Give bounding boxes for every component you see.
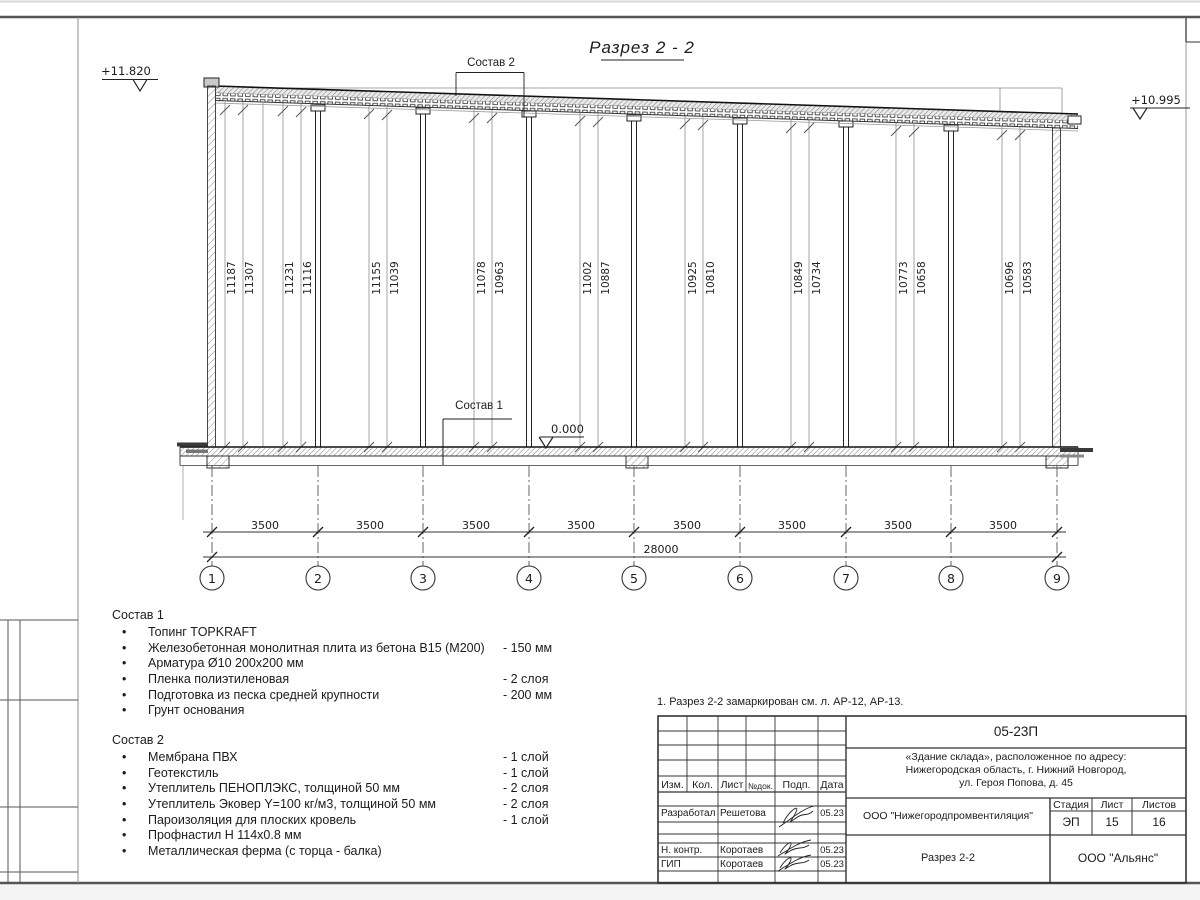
bay-dimension-label: 3500 [778, 519, 806, 532]
titleblock-col-kol: Кол. [692, 779, 713, 791]
elevation-left-label: +11.820 [101, 64, 151, 78]
column-height-label: 11231 [284, 261, 296, 295]
axis-extension-lines [212, 466, 1057, 566]
list-item [112, 641, 687, 657]
column-height-label: 10925 [687, 261, 699, 295]
building-section [177, 78, 1093, 520]
signature-korotaev-1 [778, 840, 811, 856]
bullet: • [122, 640, 127, 655]
bullet: • [122, 844, 127, 859]
titleblock-col-izm: Изм. [661, 779, 684, 791]
signatures [778, 806, 814, 871]
titleblock-name: Коротаев [720, 845, 764, 856]
list-item [112, 750, 687, 766]
bay-dimension-label: 3500 [356, 519, 384, 532]
axis-bubble-label: 6 [736, 571, 744, 586]
list-item-text: Геотекстиль [148, 765, 219, 780]
column-height-label: 10887 [600, 261, 612, 295]
titleblock-col-podp: Подп. [782, 779, 811, 791]
column-height-label: 10773 [898, 261, 910, 295]
titleblock-date: 05.23 [820, 859, 844, 870]
column-height-label: 10963 [494, 261, 506, 295]
sostav1-callout-label: Состав 1 [455, 400, 503, 412]
titleblock-name: Решетова [720, 808, 766, 819]
list-item-text: Металлическая ферма (с торца - балка) [148, 844, 382, 859]
sheet-note: 1. Разрез 2-2 замаркирован см. л. АР-12, АР-13. [657, 696, 904, 708]
roof-edge-cap [1068, 116, 1081, 124]
column-height-label: 11187 [226, 261, 238, 295]
document-number: 05-23П [993, 724, 1039, 739]
foundation-pad [626, 456, 648, 468]
list-item-text: Пароизоляция для плоских кровель [148, 812, 357, 827]
list-item-value: - 1 слой [503, 750, 549, 764]
list-item [112, 625, 687, 641]
list-item [112, 672, 687, 688]
list-item [112, 656, 687, 672]
axis-bubble-label: 9 [1053, 571, 1061, 586]
stage-value: ЭП [1062, 815, 1080, 829]
sheets-value: 16 [1152, 815, 1166, 829]
right-wall [1053, 128, 1061, 447]
column-height-label: 11039 [389, 261, 401, 295]
list-item-text: Пленка полиэтиленовая [148, 672, 290, 687]
column-height-label: 11002 [582, 261, 594, 295]
left-edge-channel [177, 443, 208, 447]
column-height-label: 10696 [1004, 261, 1016, 295]
sostav2-list [112, 733, 687, 860]
list-item-value: - 1 слой [503, 812, 549, 827]
axis-bubble-label: 7 [842, 571, 850, 586]
list-item [112, 688, 687, 704]
list-item-text: Мембрана ПВХ [148, 750, 238, 764]
sostav2-header: Состав 2 [112, 733, 164, 747]
titleblock-date: 05.23 [820, 808, 844, 819]
bullet: • [122, 687, 127, 702]
titleblock-col-data: Дата [820, 779, 844, 791]
column-height-label: 11116 [302, 261, 314, 295]
section-title: Разрез 2 - 2 [589, 38, 695, 57]
list-item [112, 828, 687, 844]
list-item [112, 766, 687, 782]
axis-bubble-label: 3 [419, 571, 427, 586]
column-height-label: 11078 [476, 261, 488, 295]
titleblock-col-list: Лист [720, 779, 744, 791]
list-item-text: Подготовка из песка средней крупности [148, 687, 380, 702]
foundation-pad [207, 456, 229, 468]
list-item-text: Топинг TOPKRAFT [148, 625, 257, 639]
column-height-label: 10810 [705, 261, 717, 295]
bullet: • [122, 703, 127, 718]
list-item-value: - 200 мм [503, 687, 553, 702]
sostav2-callout-label: Состав 2 [467, 57, 515, 69]
axis-bubble-label: 1 [208, 571, 216, 586]
design-org-name: ООО "Нижегородпромвентиляция" [863, 810, 1033, 822]
axis-bubble-label: 2 [314, 571, 322, 586]
list-item-text: Грунт основания [148, 703, 245, 718]
object-address-line3: ул. Героя Попова, д. 45 [959, 777, 1073, 789]
list-item-text: Железобетонная монолитная плита из бетона B15 (М200) [148, 640, 485, 655]
bay-dimension-label: 3500 [884, 519, 912, 532]
bullet: • [122, 781, 127, 796]
elevation-floor-label: 0.000 [551, 422, 584, 436]
bay-dimension-label: 3500 [251, 519, 279, 532]
bay-dimension-label: 3500 [462, 519, 490, 532]
list-item [112, 781, 687, 797]
bullet: • [122, 625, 127, 639]
titleblock-date: 05.23 [820, 845, 844, 856]
sheet-label: Лист [1100, 799, 1124, 811]
bullet: • [122, 672, 127, 687]
column-height-label: 10658 [916, 261, 928, 295]
right-edge-channel [1060, 448, 1093, 452]
column-height-label: 10849 [793, 261, 805, 295]
list-item [112, 813, 687, 829]
bay-dimension-label: 3500 [673, 519, 701, 532]
titleblock-col-ndok: №док. [748, 781, 773, 791]
list-item [112, 797, 687, 813]
left-wall [208, 86, 216, 447]
axis-bubble-label: 4 [525, 571, 533, 586]
list-item [112, 844, 687, 860]
section-name: Разрез 2-2 [920, 852, 975, 864]
list-item-value: - 150 мм [503, 640, 553, 655]
right-edge-plate [1060, 455, 1084, 458]
total-dimension-label: 28000 [643, 543, 679, 556]
list-item-text: Утеплитель Эковер Y=100 кг/м3, толщиной 50 мм [148, 797, 437, 812]
list-item-text: Арматура Ø10 200x200 мм [148, 656, 304, 671]
bay-dimension-label: 3500 [989, 519, 1017, 532]
list-item [112, 703, 687, 719]
list-item-value: - 1 слой [503, 765, 549, 780]
column-height-label: 11155 [371, 261, 383, 295]
bullet: • [122, 828, 127, 843]
column-height-label: 10583 [1022, 261, 1034, 295]
sostav1-header: Состав 1 [112, 608, 164, 622]
list-item-value: - 2 слоя [503, 797, 549, 812]
bullet: • [122, 797, 127, 812]
column-height-label: 10734 [811, 261, 823, 295]
elevation-right-label: +10.995 [1131, 93, 1181, 107]
axis-bubble-label: 8 [947, 571, 955, 586]
sostav1-list [112, 608, 687, 719]
bay-dimension-label: 3500 [567, 519, 595, 532]
list-item-value: - 2 слоя [503, 672, 549, 687]
sheets-label: Листов [1141, 799, 1177, 811]
roof [215, 86, 1081, 131]
bullet: • [122, 656, 127, 671]
list-item-value: - 2 слоя [503, 781, 549, 796]
bullet: • [122, 812, 127, 827]
stage-label: Стадия [1053, 799, 1089, 811]
titleblock-name: Коротаев [720, 859, 764, 870]
left-edge-plate [186, 450, 208, 454]
columns [311, 105, 958, 447]
column-height-label: 11307 [244, 261, 256, 295]
titleblock-role: Разработал [661, 808, 716, 819]
object-address-line2: Нижегородская область, г. Нижний Новгород, [905, 764, 1127, 776]
list-item-text: Профнастил Н 114x0.8 мм [148, 828, 302, 843]
list-item-text: Утеплитель ПЕНОПЛЭКС, толщиной 50 мм [148, 781, 400, 796]
floor-slab [177, 443, 1093, 521]
company-name: ООО "Альянс" [1077, 851, 1159, 865]
sheet-value: 15 [1105, 815, 1119, 829]
object-address-line1: «Здание склада», расположенное по адресу: [905, 751, 1127, 763]
titleblock-role: ГИП [661, 859, 681, 870]
titleblock-role: Н. контр. [661, 845, 703, 856]
bullet: • [122, 765, 127, 780]
axis-bubble-label: 5 [630, 571, 638, 586]
bullet: • [122, 750, 127, 764]
